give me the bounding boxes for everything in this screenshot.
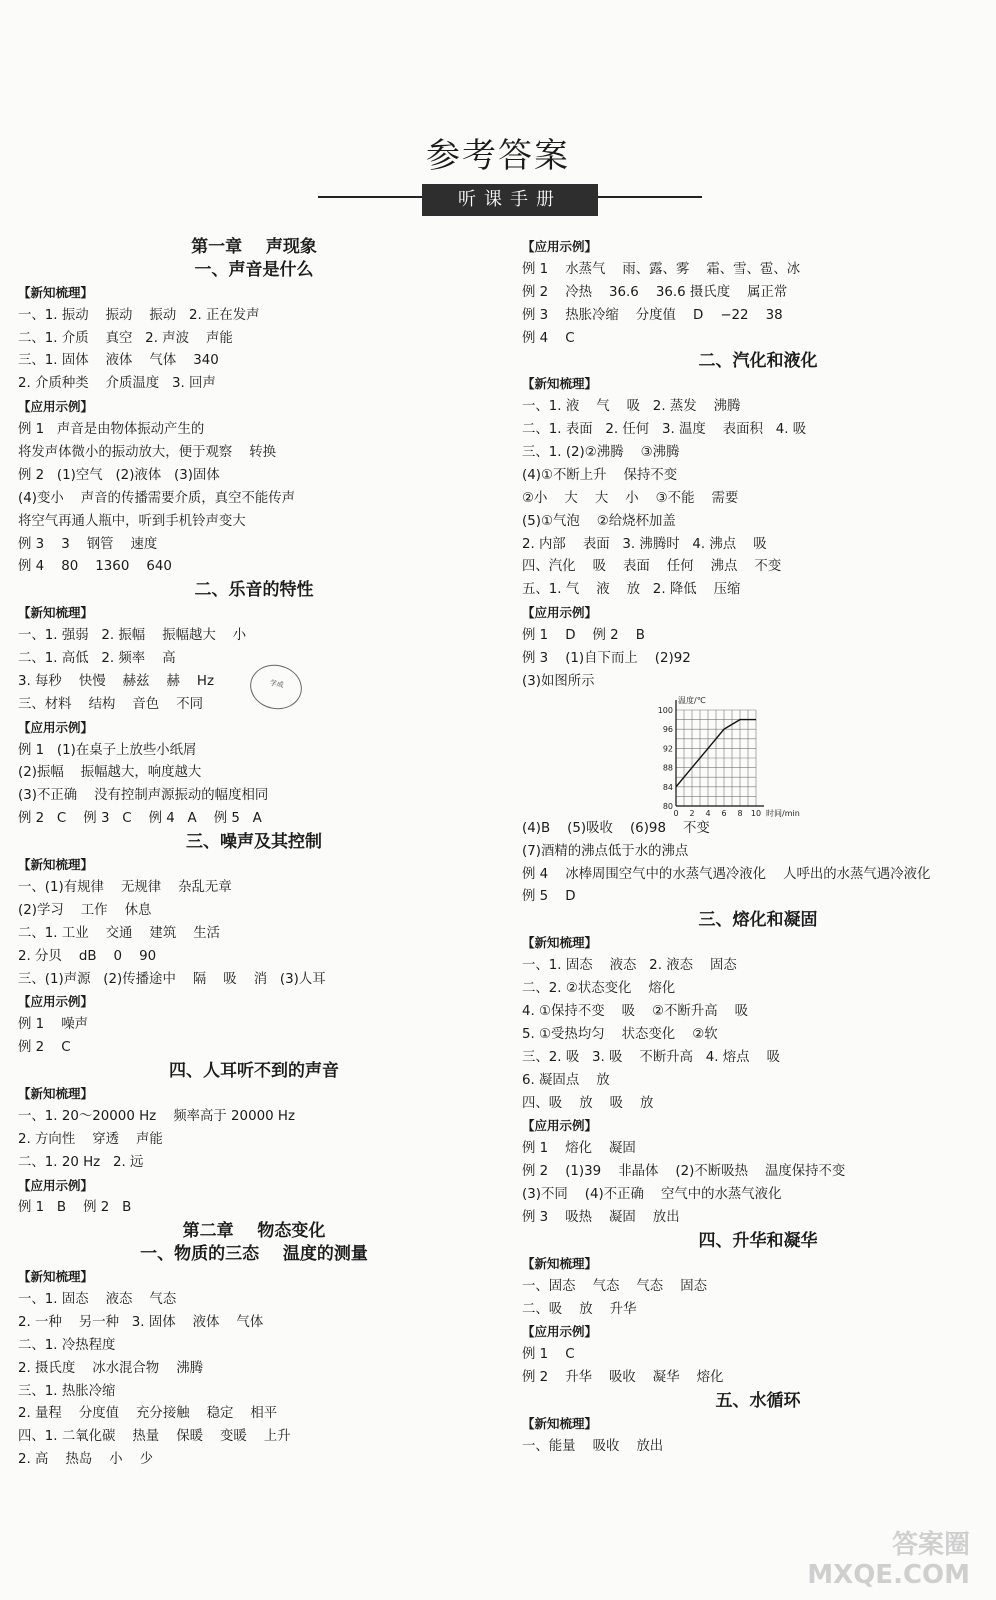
answer-line: 五、1. 气 液 放 2. 降低 压缩 xyxy=(522,582,741,598)
answer-line: 四、1. 二氧化碳 热量 保暖 变暖 上升 xyxy=(18,1429,291,1445)
section-heading: 四、人耳听不到的声音 xyxy=(169,1061,339,1082)
subsection-tag: 【应用示例】 xyxy=(18,719,94,735)
stamp-seal: 学成 xyxy=(246,660,306,714)
answer-line: 例 3 热胀冷缩 分度值 D −22 38 xyxy=(522,307,783,323)
answer-line: 一、1. 振动 振动 振动 2. 正在发声 xyxy=(18,307,260,323)
answer-line: 例 2 升华 吸收 凝华 熔化 xyxy=(522,1370,724,1386)
subsection-tag: 【应用示例】 xyxy=(18,399,94,415)
answer-line: 例 1 D 例 2 B xyxy=(522,628,645,644)
subsection-tag: 【新知梳理】 xyxy=(18,605,94,621)
answer-line: 例 2 (1)39 非晶体 (2)不断吸热 温度保持不变 xyxy=(522,1164,846,1180)
chart-svg xyxy=(652,694,852,818)
subsection-tag: 【应用示例】 xyxy=(522,605,598,621)
section-heading: 四、升华和凝华 xyxy=(698,1230,818,1251)
answer-line: 4. ①保持不变 吸 ②不断升高 吸 xyxy=(522,1003,749,1019)
watermark-line2: MXQE.COM xyxy=(807,1560,970,1590)
answer-line: (4)变小 声音的传播需要介质，真空不能传声 xyxy=(18,490,296,506)
answer-line: 例 1 C xyxy=(522,1347,575,1363)
section-heading: 五、水循环 xyxy=(715,1391,801,1412)
answer-line: 三、1. (2)②沸腾 ③沸腾 xyxy=(522,445,680,461)
answer-line: (3)不正确 没有控制声源振动的幅度相同 xyxy=(18,788,269,804)
answer-line: 例 1 (1)在桌子上放些小纸屑 xyxy=(18,742,197,758)
section-heading: 二、汽化和液化 xyxy=(698,351,818,372)
right-column xyxy=(522,236,994,1459)
subsection-tag: 【应用示例】 xyxy=(522,239,598,254)
y-tick-label: 100 xyxy=(657,705,673,715)
answer-line: 例 4 冰棒周围空气中的水蒸气遇冷液化 人呼出的水蒸气遇冷液化 xyxy=(522,866,931,882)
answer-line: 二、1. 工业 交通 建筑 生活 xyxy=(18,925,221,941)
answer-line: 一、1. 固态 液态 气态 xyxy=(18,1291,177,1307)
watermark-line1: 答案圈 xyxy=(891,1530,970,1560)
answer-line: 例 1 声音是由物体振动产生的 xyxy=(18,422,205,438)
answer-line: (3)不同 (4)不正确 空气中的水蒸气液化 xyxy=(522,1187,782,1203)
answer-line: 2. 一种 另一种 3. 固体 液体 气体 xyxy=(18,1314,264,1330)
answer-line: 2. 介质种类 介质温度 3. 回声 xyxy=(18,376,216,392)
answer-line: 2. 分贝 dB 0 90 xyxy=(18,948,157,964)
answer-line: 二、2. ②状态变化 熔化 xyxy=(522,981,676,997)
subsection-tag: 【应用示例】 xyxy=(522,1324,598,1340)
subsection-tag: 【应用示例】 xyxy=(522,1118,598,1134)
answer-line: 2. 高 热岛 小 少 xyxy=(18,1452,154,1468)
answer-line: 例 4 80 1360 640 xyxy=(18,559,172,575)
answer-line: 2. 量程 分度值 充分接触 稳定 相平 xyxy=(18,1406,278,1422)
answer-line: 例 1 熔化 凝固 xyxy=(522,1141,636,1157)
left-column xyxy=(18,236,490,1472)
subsection-tag: 【新知梳理】 xyxy=(522,376,598,392)
answer-line: 三、1. 热胀冷缩 xyxy=(18,1383,116,1399)
answer-line: 一、(1)有规律 无规律 杂乱无章 xyxy=(18,879,232,895)
answer-line: 例 1 噪声 xyxy=(18,1017,88,1033)
answer-line: 二、1. 冷热程度 xyxy=(18,1337,116,1353)
subsection-tag: 【新知梳理】 xyxy=(522,935,598,951)
answer-line: 三、2. 吸 3. 吸 不断升高 4. 熔点 吸 xyxy=(522,1049,780,1065)
answer-line: 一、1. 20～20000 Hz 频率高于 20000 Hz xyxy=(18,1108,295,1124)
answer-line: 一、固态 气态 气态 固态 xyxy=(522,1278,707,1294)
answer-line: 例 3 吸热 凝固 放出 xyxy=(522,1209,680,1225)
answer-line: 例 1 B 例 2 B xyxy=(18,1200,132,1216)
section-heading: 三、熔化和凝固 xyxy=(698,910,818,931)
answer-line: 2. 内部 表面 3. 沸腾时 4. 沸点 吸 xyxy=(522,536,767,552)
temperature-chart xyxy=(522,694,994,818)
answer-line: 四、吸 放 吸 放 xyxy=(522,1095,654,1111)
y-tick-label: 80 xyxy=(662,801,673,811)
answer-line: (3)如图所示 xyxy=(522,673,595,689)
answer-line: 一、1. 液 气 吸 2. 蒸发 沸腾 xyxy=(522,399,741,415)
x-tick-label: 10 xyxy=(750,808,762,818)
y-tick-label: 96 xyxy=(662,725,673,735)
answer-line: 将发声体微小的振动放大，便于观察 转换 xyxy=(18,445,277,461)
page-title: 参考答案 xyxy=(426,136,570,176)
answer-line: 例 2 (1)空气 (2)液体 (3)固体 xyxy=(18,467,220,483)
y-tick-label: 88 xyxy=(662,763,673,773)
subsection-tag: 【新知梳理】 xyxy=(18,1085,94,1101)
answer-line: 例 1 水蒸气 雨、露、雾 霜、雪、雹、冰 xyxy=(522,261,801,277)
answer-line: 5. ①受热均匀 状态变化 ②软 xyxy=(522,1026,718,1042)
subsection-tag: 【应用示例】 xyxy=(18,994,94,1010)
section-heading: 一、声音是什么 xyxy=(194,259,314,280)
subsection-tag: 【新知梳理】 xyxy=(18,857,94,873)
y-tick-label: 84 xyxy=(662,782,673,792)
answer-line: (5)①气泡 ②给烧杯加盖 xyxy=(522,513,676,529)
answer-line: 3. 每秒 快慢 赫兹 赫 Hz xyxy=(18,673,214,689)
answer-line: 二、吸 放 升华 xyxy=(522,1301,637,1317)
subsection-tag: 【新知梳理】 xyxy=(522,1255,598,1271)
answer-line: 二、1. 介质 真空 2. 声波 声能 xyxy=(18,330,233,346)
answer-line: ②小 大 大 小 ③不能 需要 xyxy=(522,490,739,506)
answer-line: 例 4 C xyxy=(522,330,575,346)
answer-line: (4)B (5)吸收 (6)98 不变 xyxy=(522,820,710,836)
section-heading: 第一章 声现象 xyxy=(191,237,317,257)
answer-line: 二、1. 高低 2. 频率 高 xyxy=(18,651,176,667)
answer-line: 一、能量 吸收 放出 xyxy=(522,1438,664,1454)
x-tick-label: 6 xyxy=(721,808,727,818)
y-tick-label: 92 xyxy=(662,744,673,754)
answer-line: (2)振幅 振幅越大，响度越大 xyxy=(18,765,202,781)
section-heading: 三、噪声及其控制 xyxy=(186,832,322,853)
answer-line: 例 2 C xyxy=(18,1040,71,1056)
answer-line: 二、1. 20 Hz 2. 远 xyxy=(18,1154,144,1170)
answer-line: (2)学习 工作 休息 xyxy=(18,902,152,918)
section-heading: 第二章 物态变化 xyxy=(182,1221,326,1242)
answer-line: 例 2 C 例 3 C 例 4 A 例 5 A xyxy=(18,811,262,827)
answer-line: 三、1. 固体 液体 气体 340 xyxy=(18,353,219,369)
answer-line: 四、汽化 吸 表面 任何 沸点 不变 xyxy=(522,559,782,575)
x-tick-label: 2 xyxy=(689,808,695,818)
answer-line: 例 3 (1)自下而上 (2)92 xyxy=(522,651,691,667)
section-heading: 一、物质的三态 温度的测量 xyxy=(140,1244,368,1265)
subsection-tag: 【应用示例】 xyxy=(18,1177,94,1193)
answer-line: (7)酒精的沸点低于水的沸点 xyxy=(522,843,689,859)
subsection-tag: 【新知梳理】 xyxy=(522,1415,598,1431)
answer-line: 三、(1)声源 (2)传播途中 隔 吸 消 (3)人耳 xyxy=(18,971,326,987)
answer-line: 一、1. 强弱 2. 振幅 振幅越大 小 xyxy=(18,628,247,644)
answer-line: 2. 摄氏度 冰水混合物 沸腾 xyxy=(18,1360,203,1376)
site-watermark xyxy=(807,1530,970,1590)
answer-line: 2. 方向性 穿透 声能 xyxy=(18,1131,163,1147)
answer-line: 例 5 D xyxy=(522,889,576,905)
answer-line: 二、1. 表面 2. 任何 3. 温度 表面积 4. 吸 xyxy=(522,422,807,438)
answer-line: 一、1. 固态 液态 2. 液态 固态 xyxy=(522,958,737,974)
answer-line: 三、材料 结构 音色 不同 xyxy=(18,696,203,712)
subsection-tag: 【新知梳理】 xyxy=(18,1269,94,1285)
answer-line: 6. 凝固点 放 xyxy=(522,1072,610,1088)
x-axis-label: 时间/min xyxy=(766,808,800,818)
answer-line: (4)①不断上升 保持不变 xyxy=(522,467,678,483)
answer-line: 将空气再通人瓶中，听到手机铃声变大 xyxy=(18,513,246,529)
y-axis-label: 温度/℃ xyxy=(678,695,706,705)
answer-line: 例 3 3 钢管 速度 xyxy=(18,536,158,552)
subsection-tag: 【新知梳理】 xyxy=(18,284,94,300)
x-tick-label: 0 xyxy=(673,808,679,818)
section-banner: 听课手册 xyxy=(422,184,598,216)
section-heading: 二、乐音的特性 xyxy=(194,580,314,601)
x-tick-label: 8 xyxy=(737,808,743,818)
answer-line: 例 2 冷热 36.6 36.6 摄氏度 属正常 xyxy=(522,284,788,300)
x-tick-label: 4 xyxy=(705,808,711,818)
